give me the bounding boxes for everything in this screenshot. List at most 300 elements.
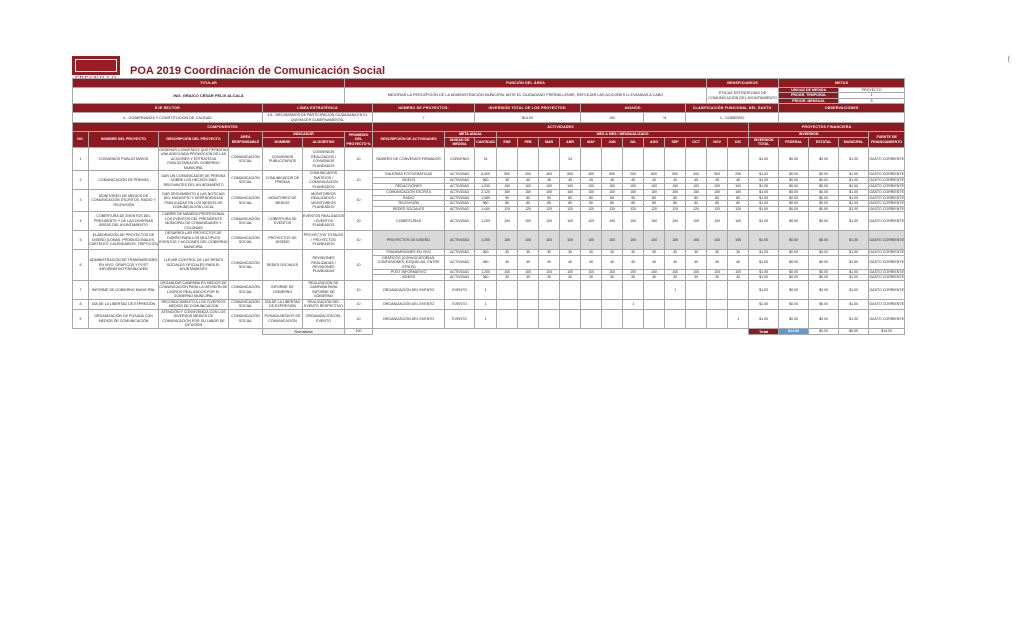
group-heads xyxy=(73,123,1012,132)
act-inversion-total: $1.00 xyxy=(749,275,779,280)
act-mes-7: 100 xyxy=(644,212,665,231)
act-inversion-total: $1.00 xyxy=(749,190,779,195)
act-inversion-total: $1.00 xyxy=(749,309,779,328)
row-descripcion-proyecto: ATENCIÓN Y CONVIVENCIA CON LOS DIVERSOS MEDIOS DE COMUNICACIÓN POR SU LABOR DE DIFUSIÓN xyxy=(159,309,229,328)
act-mes-0: 100 xyxy=(497,231,518,250)
act-descripcion: ORGANIZACIÓN DEL EVENTO xyxy=(373,299,445,309)
act-inversion-total: $1.00 xyxy=(749,250,779,255)
row-area-responsable: COMUNICACIÓN SOCIAL xyxy=(229,309,263,328)
act-mes-3: 100 xyxy=(560,231,581,250)
act-mes-6: 120 xyxy=(623,206,644,211)
act-fuente-financiamiento: GASTO CORRIENTE xyxy=(869,255,905,269)
act-mes-0: 120 xyxy=(497,206,518,211)
act-mes-2 xyxy=(539,309,560,328)
avance-unit: % xyxy=(644,113,686,123)
act-mes-7: 100 xyxy=(644,269,665,274)
row-indicador-algoritmo: REALIZACIÓN DEL EVENTO RESPECTIVO xyxy=(304,299,343,309)
act-municipal: $1.00 xyxy=(839,201,869,206)
table-row xyxy=(73,212,1012,231)
col-mes-10: NOV xyxy=(707,137,728,147)
row-promedio: 10 xyxy=(345,231,373,250)
act-mes-0 xyxy=(497,309,518,328)
act-mes-8: 120 xyxy=(665,206,686,211)
act-mes-3: 30 xyxy=(560,275,581,280)
act-federal: $0.00 xyxy=(779,250,809,255)
col-mes-9: OCT xyxy=(686,137,707,147)
act-mes-9: 150 xyxy=(686,190,707,195)
act-mes-9 xyxy=(686,280,707,299)
act-cantidad: 1 xyxy=(475,299,497,309)
table-row xyxy=(73,231,1012,250)
act-mes-7: 40 xyxy=(644,177,665,183)
act-fuente-financiamiento: GASTO CORRIENTE xyxy=(869,147,905,170)
act-mes-10 xyxy=(707,280,728,299)
act-fuente-financiamiento: GASTO CORRIENTE xyxy=(869,250,904,255)
act-descripcion: PROYECTOS DE DISEÑO xyxy=(373,231,445,250)
act-mes-1: 120 xyxy=(518,206,539,211)
act-mes-11: 150 xyxy=(728,190,749,195)
act-mes-9: 100 xyxy=(686,269,707,274)
act-mes-2: 150 xyxy=(539,190,560,195)
act-mes-3: 80 xyxy=(560,201,581,206)
act-mes-5: 45 xyxy=(602,177,623,183)
act-mes-0 xyxy=(497,147,518,170)
act-cantidad: 1 xyxy=(475,280,497,299)
band2-labels xyxy=(73,104,1012,113)
col-federal: FEDERAL xyxy=(779,137,809,147)
row-nombre-proyecto: DÍA DE LA LIBERTAD DE EXPRESIÓN xyxy=(89,299,159,309)
act-mes-11: 100 xyxy=(728,212,749,231)
act-mes-11 xyxy=(728,299,749,309)
act-fuente-financiamiento: GASTO CORRIENTE xyxy=(869,195,904,200)
act-federal: $0.00 xyxy=(779,190,809,195)
act-mes-9 xyxy=(686,299,707,309)
row-indicador-nombre: MONITOREO DE MEDIOS xyxy=(263,190,303,212)
act-mes-2: 80 xyxy=(539,201,560,206)
act-mes-6 xyxy=(623,309,644,328)
act-mes-11: 40 xyxy=(728,255,749,269)
meta-value-2: 5 xyxy=(839,98,905,103)
act-mes-6: 150 xyxy=(623,190,644,195)
act-mes-1: 40 xyxy=(518,255,539,269)
act-estatal: $0.00 xyxy=(809,183,839,189)
col-municipal: MUNICIPAL xyxy=(839,137,869,147)
act-cantidad: 1,200 xyxy=(475,269,497,274)
act-descripcion: NÚMERO DE CONVENIOS FIRMADOS xyxy=(373,147,445,170)
clasificacion-label: CLASIFICACIÓN FUNCIONAL DEL GASTO xyxy=(686,104,779,113)
act-cantidad: 1 xyxy=(475,309,497,328)
act-inversion-total: $1.00 xyxy=(749,177,779,183)
act-mes-5: 150 xyxy=(602,190,623,195)
act-mes-3: 100 xyxy=(560,183,581,189)
act-mes-7: 80 xyxy=(644,201,665,206)
col-mes-4: MAY xyxy=(581,137,602,147)
act-federal: $0.00 xyxy=(779,309,809,328)
act-mes-7 xyxy=(644,299,665,309)
act-mes-2 xyxy=(539,147,560,170)
actividades-head: ACTIVIDADES xyxy=(373,123,749,132)
act-mes-5: 500 xyxy=(602,171,623,177)
act-mes-5 xyxy=(602,280,623,299)
act-mes-8 xyxy=(665,309,686,328)
row-area-responsable: COMUNICACIÓN SOCIAL xyxy=(229,299,263,309)
act-inversion-total: $1.00 xyxy=(749,206,779,211)
act-fuente-financiamiento: GASTO CORRIENTE xyxy=(869,212,905,231)
act-cantidad: 6,000 xyxy=(475,171,497,177)
act-mes-9 xyxy=(686,309,707,328)
row-indicador-nombre: DÍA DE LA LIBERTAD DE EXPRESIÓN xyxy=(263,299,303,309)
act-estatal: $0.00 xyxy=(809,275,839,280)
act-mes-8: 30 xyxy=(665,275,686,280)
row-nombre-proyecto: ADMINISTRACIÓN DE TRANSMISIONES EN VIVO, GRÁFICOS Y POST INFORMATIVO PÁGINA WEB xyxy=(89,250,159,281)
act-unidad-medida: EVENTO xyxy=(445,299,475,309)
row-indicador-algoritmo: EVENTOS REALIZADOS / EVENTOS PLANEADOS xyxy=(303,212,345,231)
act-cantidad: 960 xyxy=(475,201,497,206)
act-mes-5: 100 xyxy=(602,212,623,231)
act-mes-10: 80 xyxy=(707,195,728,200)
act-mes-8: 150 xyxy=(665,190,686,195)
beneficiarios-label: BENEFICIARIOS xyxy=(707,79,779,88)
act-municipal: $1.00 xyxy=(839,250,869,255)
numero-proyectos-label: NÚMERO DE PROYECTOS: xyxy=(373,104,475,113)
meta-label-0: UNIDAD DE MEDIDA xyxy=(779,88,839,93)
act-municipal: $1.00 xyxy=(839,177,869,183)
act-federal: $0.00 xyxy=(779,231,809,250)
act-mes-4: 120 xyxy=(581,206,602,211)
act-mes-2: 100 xyxy=(539,183,560,189)
footer-spacer-left xyxy=(73,328,263,334)
act-mes-1: 30 xyxy=(518,275,539,280)
table-row xyxy=(73,309,1012,328)
act-mes-5: 100 xyxy=(602,231,623,250)
observaciones-label: OBSERVACIONES xyxy=(779,104,905,113)
act-mes-11: 100 xyxy=(728,269,749,274)
act-mes-8: 100 xyxy=(665,212,686,231)
row-promedio: 10 xyxy=(345,147,373,170)
act-municipal: $1.00 xyxy=(839,269,869,274)
act-estatal: $0.00 xyxy=(809,255,839,269)
row-area-responsable: COMUNICACIÓN SOCIAL xyxy=(229,212,263,231)
act-mes-1: 100 xyxy=(518,212,539,231)
act-descripcion: VIDEOS xyxy=(373,177,445,183)
act-mes-3: 100 xyxy=(560,269,581,274)
act-mes-1: 150 xyxy=(518,190,539,195)
act-mes-10 xyxy=(707,147,728,170)
act-federal: $0.00 xyxy=(779,171,809,177)
total-estatal: $0.00 xyxy=(839,328,869,334)
col-indicador: INDICADOR xyxy=(263,132,345,137)
act-mes-4: 40 xyxy=(581,255,602,269)
act-inversion-total: $1.00 xyxy=(749,255,779,269)
act-federal: $0.00 xyxy=(779,212,809,231)
act-estatal: $0.00 xyxy=(809,201,839,206)
act-mes-5 xyxy=(602,147,623,170)
act-mes-0: 90 xyxy=(497,195,518,200)
act-mes-11: 100 xyxy=(728,231,749,250)
row-indicador-algoritmo: CONVENIOS REALIZADOS / CONVENIOS PLANEADOS xyxy=(303,147,345,170)
act-mes-7: 150 xyxy=(644,190,665,195)
act-mes-3: 500 xyxy=(560,171,581,177)
footer-row xyxy=(73,328,1012,334)
act-mes-10: 150 xyxy=(707,190,728,195)
act-estatal: $0.00 xyxy=(809,299,839,309)
row-no: 6 xyxy=(73,250,89,281)
meta-value-0: PROYECTO xyxy=(839,88,905,93)
proyectos-financiera-head: PROYECTOS FINANCIERA xyxy=(749,123,905,132)
act-descripcion: TRANSMISIONES EN VIVO xyxy=(373,250,445,255)
act-mes-8: 100 xyxy=(665,269,686,274)
funcion-value: MEJORAR LA PERCEPCIÓN DE LA ADMINISTRACIÓN MUNICIPAL ANTE EL CIUDADANO FRESNILLENSE, REFLEJAR LAS ACCIONES LLEVANDAS A CABO xyxy=(345,88,707,104)
act-mes-3: 40 xyxy=(560,255,581,269)
act-mes-11: 100 xyxy=(728,183,749,189)
row-descripcion-proyecto: RECONOCIMIENTO A LOS CIVERSOS MEDIOS DE COMUNICACIÓN xyxy=(159,299,229,309)
act-mes-7: 30 xyxy=(644,250,665,255)
col-descripcion-actividad: DESCRIPCIÓN DE ACTIVIDADES xyxy=(373,132,445,147)
act-mes-6: 100 xyxy=(623,183,644,189)
act-mes-7: 120 xyxy=(644,206,665,211)
col-mes-0: ENE xyxy=(497,137,518,147)
col-inversion-total: INVERSIÓN TOTAL xyxy=(749,137,779,147)
act-mes-5: 80 xyxy=(602,201,623,206)
act-federal: $0.00 xyxy=(779,195,809,200)
act-mes-8: 42 xyxy=(665,177,686,183)
act-mes-8: 30 xyxy=(665,250,686,255)
act-federal: $0.00 xyxy=(779,280,809,299)
act-mes-9: 120 xyxy=(686,206,707,211)
row-promedio: 10 xyxy=(345,309,373,328)
act-mes-6: 30 xyxy=(623,275,644,280)
act-fuente-financiamiento: GASTO CORRIENTE xyxy=(869,206,904,211)
act-municipal: $1.00 xyxy=(839,195,869,200)
act-mes-1: 40 xyxy=(518,177,539,183)
act-municipal: $1.00 xyxy=(839,255,869,269)
act-mes-1: 80 xyxy=(518,201,539,206)
act-estatal: $0.00 xyxy=(809,309,839,328)
act-cantidad: 1,440 xyxy=(475,206,497,211)
act-mes-5: 30 xyxy=(602,275,623,280)
act-mes-1 xyxy=(518,309,539,328)
act-unidad-medida: ACTIVIDAD xyxy=(445,206,475,211)
act-mes-8: 40 xyxy=(665,255,686,269)
act-mes-0: 100 xyxy=(497,212,518,231)
row-nombre-proyecto: MONITOREO DE MEDIOS DE COMUNICACIÓN ESCRITOS, RADIO Y TELEVISIÓN xyxy=(89,190,159,212)
col-descripcion-proyecto: DESCRIPCIÓN DEL PROYECTO xyxy=(159,132,229,147)
act-mes-3: 45 xyxy=(560,177,581,183)
act-mes-3: 120 xyxy=(560,206,581,211)
avance-value: 100 xyxy=(581,113,644,123)
act-municipal: $1.00 xyxy=(839,212,869,231)
eje-rector-value: 4.- GOBERNANZA Y CONSTITUCIÓN DE CALIDAD xyxy=(73,113,263,123)
act-estatal: $0.00 xyxy=(809,250,839,255)
act-mes-6: 1 xyxy=(623,299,644,309)
act-mes-8 xyxy=(665,147,686,170)
act-mes-9: 100 xyxy=(686,231,707,250)
act-municipal: $1.00 xyxy=(839,147,869,170)
act-municipal: $1.00 xyxy=(839,190,869,195)
act-federal: $0.00 xyxy=(779,183,809,189)
act-mes-4 xyxy=(581,309,602,328)
act-mes-4 xyxy=(581,147,602,170)
act-mes-9: 100 xyxy=(686,212,707,231)
act-unidad-medida: ACTIVIDAD xyxy=(445,212,475,231)
act-unidad-medida: ACTIVIDAD xyxy=(445,275,475,280)
act-mes-7: 80 xyxy=(644,195,665,200)
act-estatal: $0.00 xyxy=(809,177,839,183)
row-promedio: 10 xyxy=(345,190,373,212)
col-unidad-medida: UNIDAD DE MEDIDA xyxy=(445,137,475,147)
row-indicador-nombre: CONVENIOS PUBLICITARIOS xyxy=(263,147,303,170)
act-unidad-medida: EVENTO xyxy=(445,280,475,299)
act-inversion-total: $1.00 xyxy=(749,195,779,200)
total-inversion: $14.00 xyxy=(779,328,809,334)
act-mes-3: 100 xyxy=(560,212,581,231)
act-mes-9: 40 xyxy=(686,255,707,269)
act-fuente-financiamiento: GASTO CORRIENTE xyxy=(869,171,904,176)
act-estatal: $0.00 xyxy=(809,190,839,195)
act-federal: $0.00 xyxy=(779,269,809,274)
act-mes-10 xyxy=(707,309,728,328)
act-mes-4 xyxy=(581,299,602,309)
act-unidad-medida: ACTIVIDAD xyxy=(445,255,475,269)
act-federal: $0.00 xyxy=(779,147,809,170)
act-mes-11: 46 xyxy=(728,177,749,183)
act-descripcion: GRÁFICOS (CONVOCATORIAS, CONFUSIONES, ESQUELAS, ENTRE OTROS) xyxy=(373,255,445,269)
row-promedio: 10 xyxy=(345,299,373,309)
clasificacion-value: 1.- GOBIERNO xyxy=(686,113,779,123)
act-municipal: $1.00 xyxy=(839,231,869,250)
row-indicador-nombre: INFORME DE GOBIERNO xyxy=(263,280,303,299)
row-indicador-algoritmo: REVISIONES REALIZADAS / REVISIONES PLANEADAS xyxy=(303,250,345,281)
act-mes-6 xyxy=(623,280,644,299)
col-mes-6: JUL xyxy=(623,137,644,147)
titular-value: ING. GRAICO CÉSAR FÉLIX ALCALÁ xyxy=(73,88,345,104)
act-fuente-financiamiento: GASTO CORRIENTE xyxy=(869,269,904,274)
row-no: 4 xyxy=(73,212,89,231)
row-descripcion-proyecto: DESARROLLAR PROYECTOS DE DISEÑO PARA LOS MÚLTIPLES EVENTOS Y ACCIONES DEL GOBIERNO MUNICIPAL xyxy=(159,231,228,249)
table-row xyxy=(73,147,1012,170)
act-mes-7 xyxy=(644,280,665,299)
act-mes-10: 120 xyxy=(707,206,728,211)
act-federal: $0.00 xyxy=(779,177,809,183)
act-fuente-financiamiento: GASTO CORRIENTE xyxy=(869,201,904,206)
act-mes-4: 100 xyxy=(581,183,602,189)
row-indicador-algoritmo: PROYECTOS TOTALES / PROYECTOS PLANEADOS xyxy=(303,231,345,250)
act-mes-5: 40 xyxy=(602,255,623,269)
corner-mark: ( xyxy=(1007,56,1010,63)
act-mes-7: 100 xyxy=(644,231,665,250)
funcion-label: FUNCIÓN DEL ÁREA xyxy=(345,79,707,88)
act-unidad-medida: ACTIVIDAD xyxy=(445,190,475,195)
act-mes-4: 100 xyxy=(581,212,602,231)
act-mes-1: 100 xyxy=(518,183,539,189)
act-mes-9: 30 xyxy=(686,250,707,255)
act-municipal: $1.00 xyxy=(839,183,869,189)
col-area-responsable: ÁREA RESPONSABLE xyxy=(229,132,263,147)
act-mes-1 xyxy=(518,299,539,309)
inversion-total-label: INVERSIÓN TOTAL DE LOS PROYECTOS: xyxy=(475,104,581,113)
row-descripcion-proyecto: DAR UN COMUNICADOR DE PRENSA SOBRE LOS HECHOS MÁS RELEVANTES DEL AYUNTAMIENTO xyxy=(159,171,229,190)
col-indicador-nombre: NOMBRE xyxy=(263,137,303,147)
act-inversion-total: $1.00 xyxy=(749,171,779,177)
act-cantidad: 360 xyxy=(475,275,497,280)
act-mes-7 xyxy=(644,147,665,170)
act-mes-11 xyxy=(728,280,749,299)
act-mes-0: 30 xyxy=(497,250,518,255)
act-fuente-financiamiento: GASTO CORRIENTE xyxy=(869,190,904,195)
act-mes-2: 100 xyxy=(539,269,560,274)
act-federal: $0.00 xyxy=(779,275,809,280)
act-mes-10: 30 xyxy=(707,250,728,255)
act-mes-8 xyxy=(665,299,686,309)
act-cantidad: 2,120 xyxy=(475,190,497,195)
sumatoria-label: Sumatoria xyxy=(263,328,345,334)
band-row-values xyxy=(73,88,1012,93)
act-estatal: $0.00 xyxy=(809,280,839,299)
act-mes-11: 120 xyxy=(728,206,749,211)
row-no: 3 xyxy=(73,190,89,212)
table-row xyxy=(73,280,1012,299)
poa-table xyxy=(72,78,1012,335)
act-mes-4 xyxy=(581,280,602,299)
act-mes-6: 80 xyxy=(623,201,644,206)
act-mes-2: 100 xyxy=(539,212,560,231)
act-estatal: $0.00 xyxy=(809,206,839,211)
act-descripcion: REDES SOCIALES xyxy=(373,206,445,211)
total-municipal: $14.00 xyxy=(869,328,905,334)
act-unidad-medida: ACTIVIDAD xyxy=(445,177,475,183)
act-mes-1: 100 xyxy=(518,269,539,274)
act-mes-0: 150 xyxy=(497,190,518,195)
act-unidad-medida: ACTIVIDAD xyxy=(445,250,475,255)
act-mes-1: 80 xyxy=(518,195,539,200)
act-mes-0: 100 xyxy=(497,183,518,189)
act-inversion-total: $1.00 xyxy=(749,147,779,170)
act-municipal: $1.00 xyxy=(839,280,869,299)
act-descripcion: ORGANIZACIÓN DEL EVENTO xyxy=(373,309,445,328)
act-mes-6: 100 xyxy=(623,212,644,231)
col-fuente-financiamiento: FUENTE DE FINANCIAMIENTO xyxy=(869,132,905,147)
act-mes-6 xyxy=(623,147,644,170)
act-mes-4: 80 xyxy=(581,201,602,206)
row-nombre-proyecto: ELABORACIÓN DE PROYECTOS DE DISEÑO (LONAS, PROMOCIONALES, CARTELES, CALENDARIOS, TRÍPTICOS) xyxy=(89,231,159,250)
col-mes-5: JUN xyxy=(602,137,623,147)
act-mes-4: 30 xyxy=(581,275,602,280)
act-municipal: $1.00 xyxy=(839,206,869,211)
band-row-labels xyxy=(73,79,1012,88)
act-mes-8: 100 xyxy=(665,183,686,189)
act-unidad-medida: EVENTO xyxy=(445,309,475,328)
col-estatal: ESTATAL xyxy=(809,137,839,147)
numero-proyectos-value: 7 xyxy=(373,113,475,123)
act-unidad-medida: ACTIVIDAD xyxy=(445,195,475,200)
total-federal: $0.00 xyxy=(809,328,839,334)
row-nombre-proyecto: COBERTURA DE EVENTOS DEL PRESIDENTE Y DE LAS DIVERSAS ÁREAS DEL AYUNTAMIENTO xyxy=(89,212,159,231)
row-indicador-algoritmo: REALIZACIÓN DE CAMPAÑA PARA INFORME DE GOBIERNO xyxy=(303,280,345,299)
act-mes-6: 30 xyxy=(623,250,644,255)
row-indicador-nombre: COBERTURA DE EVENTOS xyxy=(263,212,303,231)
col-mes-8: SEP xyxy=(665,137,686,147)
act-mes-4: 45 xyxy=(581,177,602,183)
act-mes-0: 80 xyxy=(497,201,518,206)
act-descripcion: COBERTURAS xyxy=(373,212,445,231)
act-mes-9: 100 xyxy=(686,183,707,189)
act-mes-4: 30 xyxy=(581,250,602,255)
row-indicador-nombre: PROYECTOS DE DISEÑO xyxy=(263,231,303,250)
act-mes-10: 500 xyxy=(707,171,728,177)
act-mes-5: 80 xyxy=(602,195,623,200)
col-mes-7: AGO xyxy=(644,137,665,147)
act-mes-9: 80 xyxy=(686,195,707,200)
